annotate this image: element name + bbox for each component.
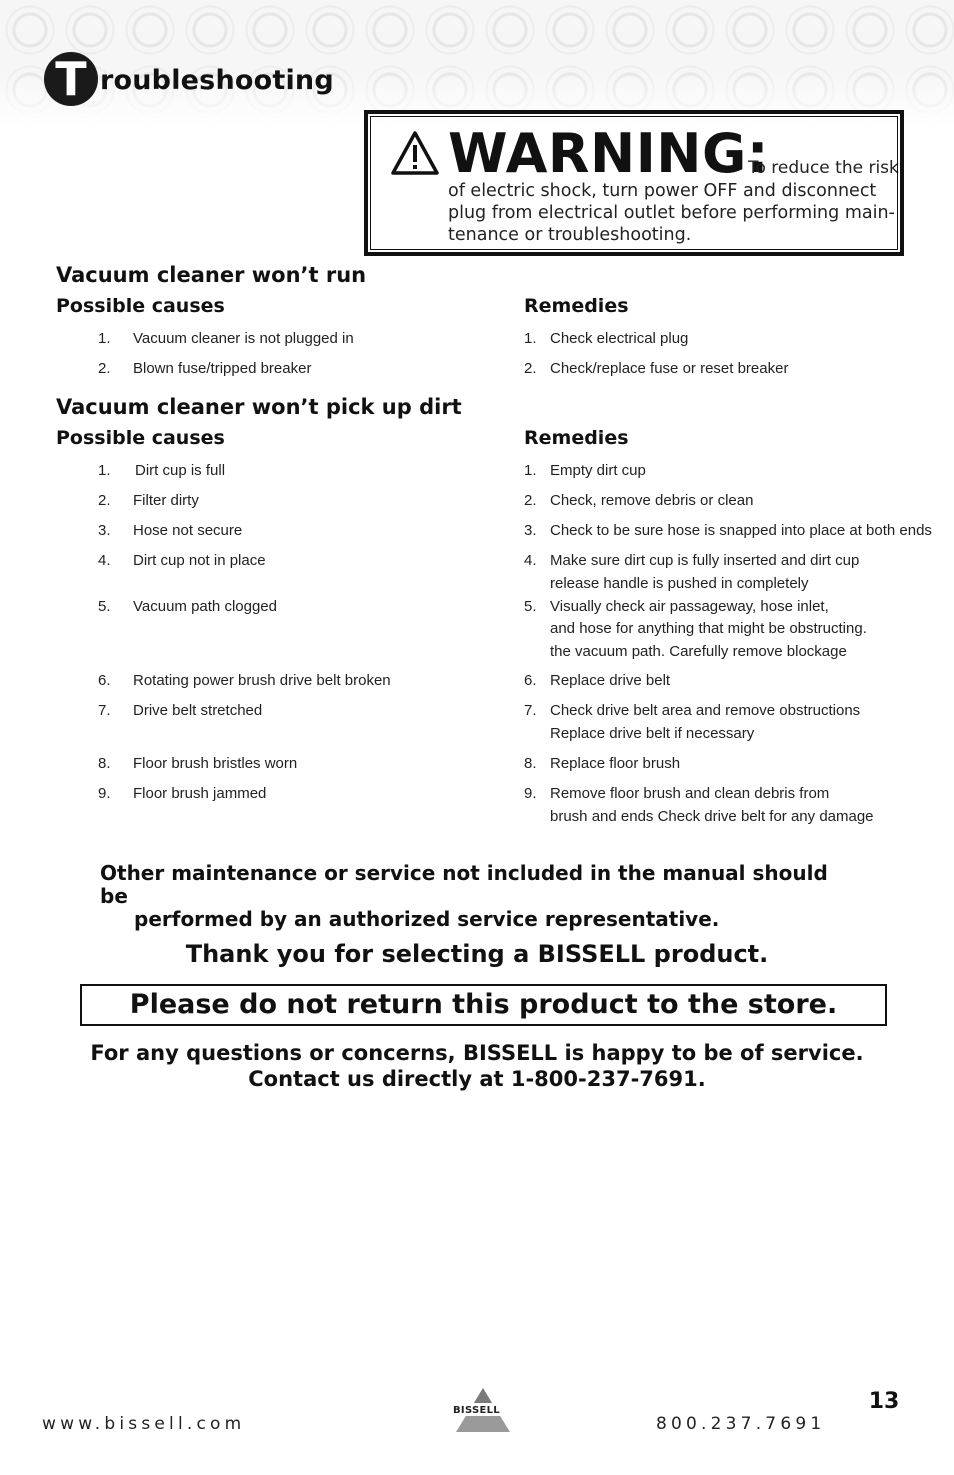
warning-triangle-icon bbox=[390, 130, 440, 176]
page-title bbox=[44, 52, 334, 106]
remedies-heading: Remedies bbox=[524, 427, 629, 449]
contact-text: For any questions or concerns, BISSELL is happy to be of service. Contact us directly at 1-800-237-7691. bbox=[90, 1041, 864, 1091]
causes-heading: Possible causes bbox=[56, 427, 225, 449]
warning-box bbox=[364, 110, 904, 256]
footer-phone: 800.237.7691 bbox=[656, 1414, 826, 1434]
remedies-heading: Remedies bbox=[524, 295, 629, 317]
warning-body-text: of electric shock, turn power OFF and disconnect plug from electrical outlet before performing main-tenance or troubleshooting. bbox=[448, 181, 895, 245]
footer-url: www.bissell.com bbox=[42, 1414, 246, 1434]
title-initial-circle: T bbox=[44, 52, 98, 106]
logo-text: BISSELL bbox=[453, 1405, 500, 1416]
service-note: Other maintenance or service not included in the manual should be performed by an authorized service representative. bbox=[100, 861, 828, 931]
title-text: roubleshooting bbox=[100, 65, 334, 96]
page-number: 13 bbox=[858, 1380, 910, 1424]
warning-lead-text: To reduce the risk bbox=[748, 158, 899, 178]
section-title-wont-run: Vacuum cleaner won’t run bbox=[56, 263, 367, 287]
section-title-wont-pick-up: Vacuum cleaner won’t pick up dirt bbox=[56, 395, 462, 419]
return-notice-box: Please do not return this product to the store. bbox=[80, 984, 887, 1026]
causes-heading: Possible causes bbox=[56, 295, 225, 317]
thank-you-text: Thank you for selecting a BISSELL product. bbox=[185, 940, 769, 968]
warning-heading: WARNING: bbox=[448, 122, 769, 185]
